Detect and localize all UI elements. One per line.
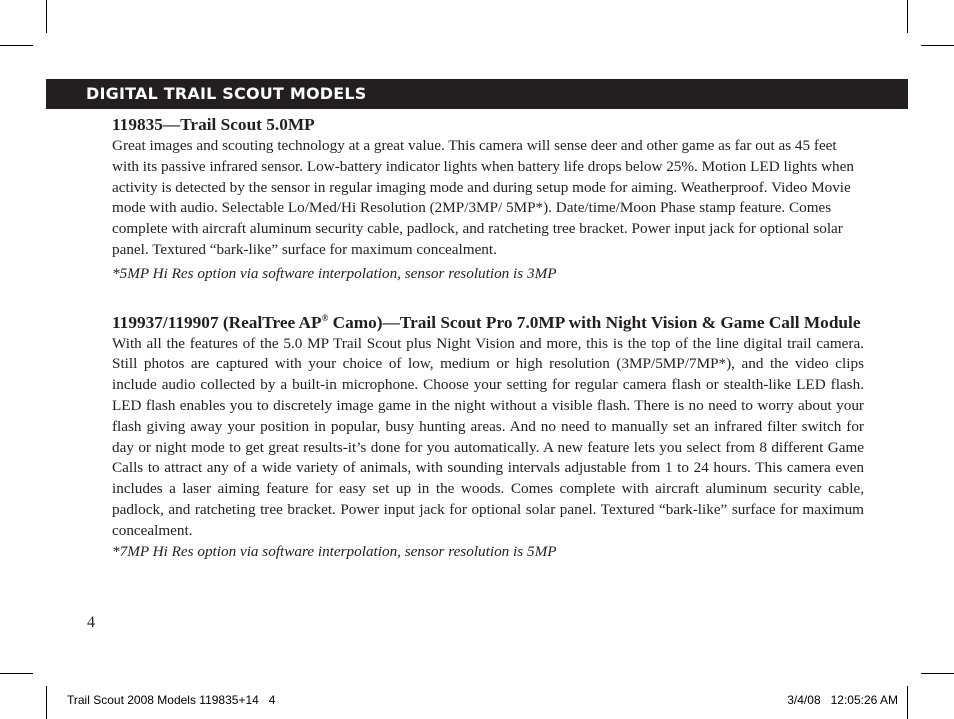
crop-mark-bottom-right-vertical xyxy=(907,686,908,719)
crop-mark-top-left-horizontal xyxy=(0,45,33,46)
print-slug-filename: Trail Scout 2008 Models 119835+14 4 xyxy=(67,693,276,707)
crop-mark-bottom-left-horizontal xyxy=(0,673,33,674)
crop-mark-top-left-vertical xyxy=(46,0,47,33)
model-title-part2: Camo)—Trail Scout Pro 7.0MP with Night Vision & Game Call Module xyxy=(328,312,861,332)
model-title: 119835—Trail Scout 5.0MP xyxy=(112,115,315,134)
model-description: With all the features of the 5.0 MP Trail Scout plus Night Vision and more, this is the top of the line digital trail camera. Still photos are captured with your choice of low, medium or high resolution (3MP/5MP/7MP*), and the video clips include audio collected by a built-in microphone. Choose your setting for regular camera flash or stealth-like LED flash. LED flash enables you to discretely image game in the night without a visible flash. There is no need to worry about your flash giving away your position in popular, busy hunting areas. And no need to manually set an infrared filter switch for day or night mode to get great results-it’s done for you automatically. A new feature lets you select from 8 different Game Calls to attract any of a wide variety of animals, with sounding intervals adjustable from 1 to 24 hours. This camera even includes a laser aiming feature for easy set up in the woods. Comes complete with aircraft aluminum security cable, padlock, and ratcheting tree bracket. Power input jack for optional solar panel. Textured “bark-like” surface for maximum concealment. xyxy=(112,334,864,539)
model-footnote: *5MP Hi Res option via software interpolation, sensor resolution is 3MP xyxy=(112,264,557,282)
page-content xyxy=(112,113,864,562)
print-slug-timestamp: 3/4/08 12:05:26 AM xyxy=(787,693,898,707)
page-number: 4 xyxy=(87,614,95,631)
model-footnote: *7MP Hi Res option via software interpolation, sensor resolution is 5MP xyxy=(112,542,557,560)
crop-mark-bottom-right-horizontal xyxy=(921,673,954,674)
crop-mark-top-right-vertical xyxy=(907,0,908,33)
model-title-part1: 119937/119907 (RealTree AP xyxy=(112,312,322,332)
crop-mark-bottom-left-vertical xyxy=(46,686,47,719)
model-section-119835 xyxy=(112,113,864,285)
section-header-title: DIGITAL TRAIL SCOUT MODELS xyxy=(86,84,367,103)
model-section-119937 xyxy=(112,311,864,563)
section-header-bar xyxy=(46,79,908,109)
crop-mark-top-right-horizontal xyxy=(921,45,954,46)
model-description: Great images and scouting technology at a great value. This camera will sense deer and other game as far out as 45 feet with its passive infrared sensor. Low-battery indicator lights when battery life drops below 25%. Motion LED lights when activity is detected by the sensor in regular imaging mode and during setup mode for aiming. Weatherproof. Video Movie mode with audio. Selectable Lo/Med/Hi Resolution (2MP/3MP/ 5MP*). Date/time/Moon Phase stamp feature. Comes complete with aircraft aluminum security cable, padlock, and ratcheting tree bracket. Power input jack for optional solar panel. Textured “bark-like” surface for maximum concealment. xyxy=(112,137,854,258)
model-title xyxy=(112,311,864,334)
registered-mark: ® xyxy=(321,312,329,323)
